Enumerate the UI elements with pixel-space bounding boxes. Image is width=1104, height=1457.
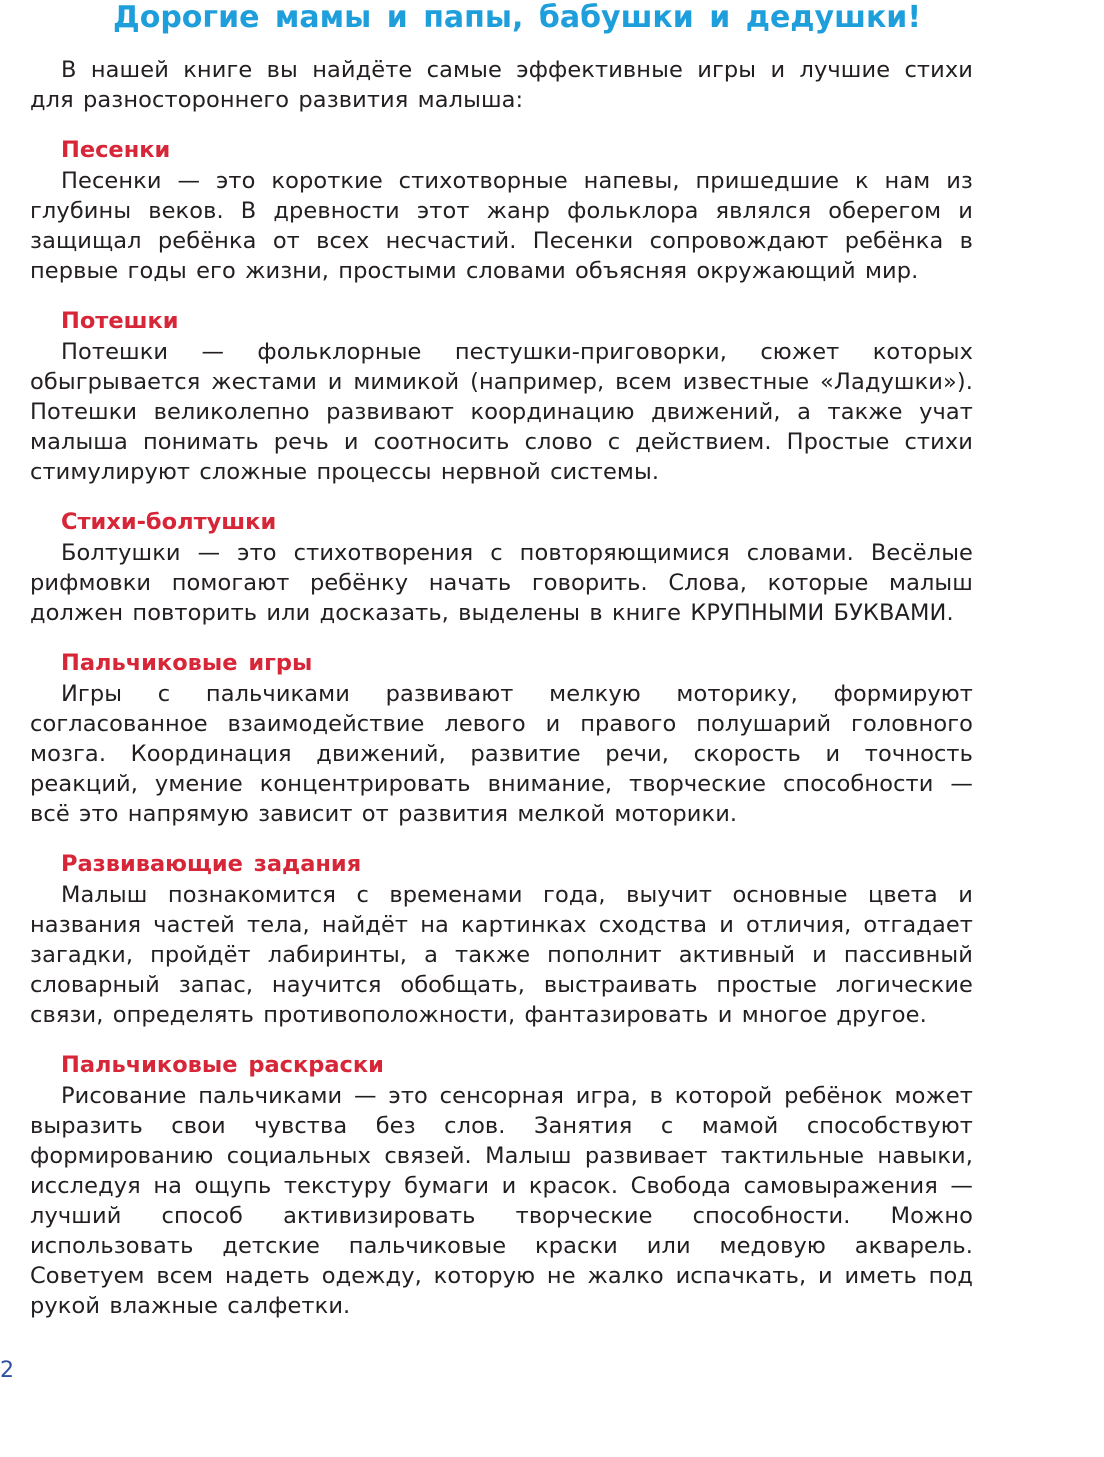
section-heading: Пальчиковые раскраски <box>61 1052 384 1078</box>
page-number: 2 <box>0 1358 14 1383</box>
section-heading: Песенки <box>61 137 171 163</box>
intro-paragraph: В нашей книге вы найдёте самые эффективные игры и лучшие стихи для разностороннего развития малыша: <box>30 57 973 113</box>
section-text: Рисование пальчиками — это сенсорная игра, в которой ребёнок может выразить свои чувства без слов. Занятия с мамой способствуют формированию социальных связей. Малыш развивает тактильные навыки, исследуя на ощупь текстуру бумаги и красок. Свобода самовыражения — лучший способ активизировать творческие способности. Можно использовать детские пальчиковые краски или медовую акварель. Советуем всем надеть одежду, которую не жалко испачкать, и иметь под рукой влажные салфетки. <box>30 1083 973 1319</box>
section-heading: Стихи-болтушки <box>61 509 277 535</box>
main-content <box>30 55 973 1321</box>
section-text: Песенки — это короткие стихотворные напевы, пришедшие к нам из глубины веков. В древности этот жанр фольклора являлся оберегом и защищал ребёнка от всех несчастий. Песенки сопровождают ребёнка в первые годы его жизни, простыми словами объясняя окружающий мир. <box>30 168 973 284</box>
section-stikhi-boltushki <box>30 507 973 628</box>
section-text: Игры с пальчиками развивают мелкую моторику, формируют согласованное взаимодействие левого и правого полушарий головного мозга. Координация движений, развитие речи, скорость и точность реакций, умение концентрировать внимание, творческие способности — всё это напрямую зависит от развития мелкой моторики. <box>30 681 973 827</box>
section-heading: Развивающие задания <box>61 851 362 877</box>
section-text: Малыш познакомится с временами года, выучит основные цвета и названия частей тела, найдёт на картинках сходства и отличия, отгадает загадки, пройдёт лабиринты, а также пополнит активный и пассивный словарный запас, научится обобщать, выстраивать простые логические связи, определять противоположности, фантазировать и многое другое. <box>30 882 973 1028</box>
section-developing-tasks <box>30 849 973 1030</box>
section-text: Потешки — фольклорные пестушки-приговорки, сюжет которых обыгрывается жестами и мимикой (например, всем известные «Ладушки»). Потешки великолепно развивают координацию движений, а также учат малыша понимать речь и соотносить слово с действием. Простые стихи стимулируют сложные процессы нервной системы. <box>30 339 973 485</box>
section-text: Болтушки — это стихотворения с повторяющимися словами. Весёлые рифмовки помогают ребёнку начать говорить. Слова, которые малыш должен повторить или досказать, выделены в книге КРУПНЫМИ БУКВАМИ. <box>30 540 973 626</box>
section-finger-painting <box>30 1050 973 1321</box>
section-finger-games <box>30 648 973 829</box>
section-pesenki <box>30 135 973 286</box>
section-heading: Потешки <box>61 308 179 334</box>
section-heading: Пальчиковые игры <box>61 650 313 676</box>
section-poteshki <box>30 306 973 487</box>
page-title: Дорогие мамы и папы, бабушки и дедушки! <box>112 0 922 35</box>
